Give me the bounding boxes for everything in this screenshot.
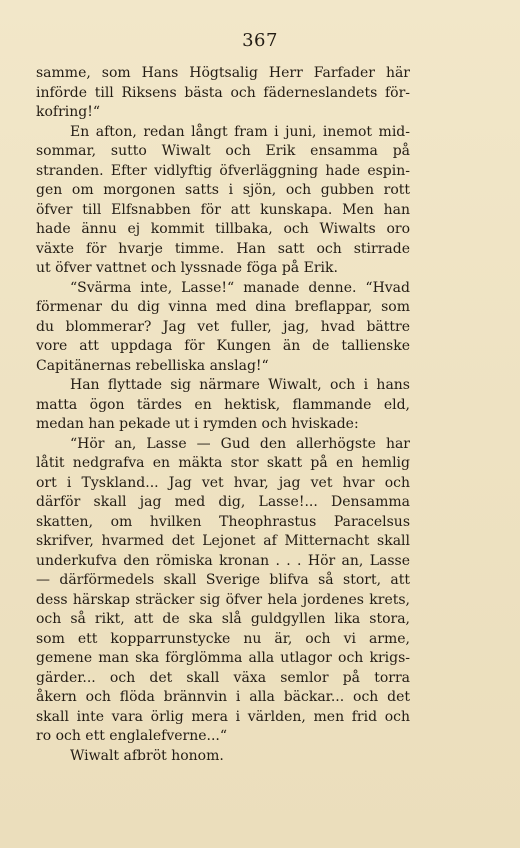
text-line: ort i Tyskland... Jag vet hvar, jag vet hvar och [36, 474, 410, 491]
text-line: skrifver, hvarmed det Lejonet af Mitternacht skall [36, 533, 410, 549]
text-line: — därförmedels skall Sverige blifva så stort, att [36, 572, 410, 588]
text-line: vore att uppdaga för Kungen än de tallienske [36, 338, 410, 354]
text-line: skall inte vara örlig mera i världen, men frid och [36, 708, 410, 725]
text-line: sommar, sutto Wiwalt och Erik ensamma på [36, 143, 410, 159]
text-line: du blommerar? Jag vet fuller, jag, hvad bättre [36, 318, 410, 335]
text-line: och så rikt, att de ska slå guldgyllen lika stora, [36, 611, 410, 627]
text-line: hade ännu ej kommit tillbaka, och Wiwalts oro [36, 221, 410, 237]
text-line: ro och ett englalefverne...“ [36, 728, 228, 744]
body-text [36, 64, 410, 766]
text-line: växte för hvarje timme. Han satt och stirrade [36, 240, 410, 257]
text-line: Capitänernas rebelliska anslag!“ [36, 357, 269, 374]
text-line: därför skall jag med dig, Lasse!... Densamma [36, 494, 410, 510]
text-line: dess härskap sträcker sig öfver hela jordenes krets, [36, 591, 410, 608]
text-line: som ett kopparrunstycke nu är, och vi arme, [36, 630, 410, 647]
text-line: gen om morgonen satts i sjön, och gubben rott [36, 182, 410, 198]
text-line: medan han pekade ut i rymden och hviskade: [36, 416, 359, 432]
text-line: förmenar du dig vinna med dina breflappar, som [36, 299, 410, 315]
text-line: införde till Riksens bästa och fäderneslandets för- [36, 84, 410, 101]
text-line: åkern och flöda brännvin i alla bäckar... och det [36, 689, 410, 705]
text-line: underkufva den römiska kronan . . . Hör an, Lasse [36, 552, 410, 569]
text-line: “Svärma inte, Lasse!“ manade denne. “Hvad [70, 279, 410, 296]
page-number: 367 [242, 30, 278, 51]
text-line: låtit nedgrafva en mäkta stor skatt på en hemlig [36, 455, 410, 471]
text-line: samme, som Hans Högtsalig Herr Farfader här [36, 65, 410, 81]
text-line: skatten, om hvilken Theophrastus Paracelsus [36, 513, 410, 530]
text-line: Han flyttade sig närmare Wiwalt, och i hans [70, 377, 410, 393]
text-line: matta ögon tärdes en hektisk, flammande eld, [36, 396, 410, 413]
text-line: gärder... och det skall växa semlor på torra [36, 669, 410, 686]
text-line: ut öfver vattnet och lyssnade föga på Erik. [36, 260, 338, 276]
text-line: stranden. Efter vidlyftig öfverläggning hade espin- [36, 162, 410, 179]
text-line: En afton, redan långt fram i juni, inemot mid- [70, 123, 410, 140]
text-line: “Hör an, Lasse — Gud den allerhögste har [70, 435, 410, 452]
text-line: gemene man ska förglömma alla utlagor och krigs- [36, 650, 410, 666]
text-line: öfver till Elfsnabben för att kunskapa. Men han [36, 201, 410, 218]
text-line: Wiwalt afbröt honom. [70, 747, 224, 764]
text-line: kofring!“ [36, 104, 101, 120]
